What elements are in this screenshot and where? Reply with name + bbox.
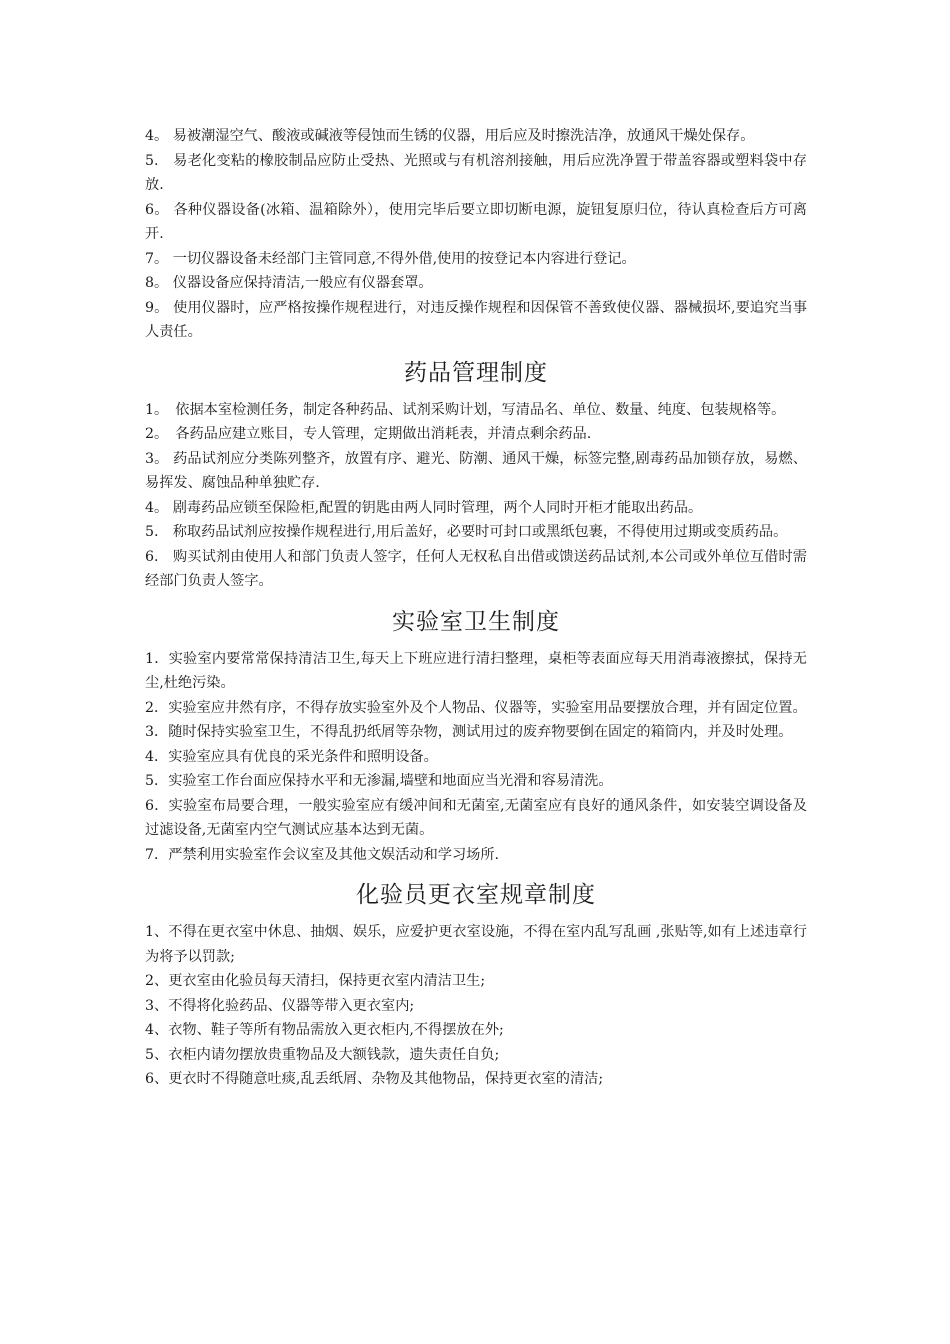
rule-item: 3．随时保持实验室卫生，不得乱扔纸屑等杂物，测试用过的废弃物要倒在固定的箱筒内，并及时处理。 (145, 724, 793, 740)
section-title: 药品管理制度 (404, 359, 548, 386)
rule-item: 1、不得在更衣室中休息、抽烟、娱乐，应爱护更衣室设施，不得在室内乱写乱画 ,张贴等,如有上述违章行为将予以罚款; (145, 924, 807, 965)
section-lab-hygiene (145, 605, 807, 868)
section-title: 实验室卫生制度 (392, 608, 560, 635)
rule-item: 5. 易老化变粘的橡胶制品应防止受热、光照或与有机溶剂接触，用后应洗净置于带盖容器或塑料袋中存放. (145, 152, 807, 193)
rule-item: 4。 剧毒药品应锁至保险柜,配置的钥匙由两人同时管理，两个人同时开柜才能取出药品。 (145, 499, 703, 516)
rule-item: 2、更衣室由化验员每天清扫，保持更衣室内清洁卫生; (145, 973, 486, 989)
rule-item: 1．实验室内要常常保持清洁卫生,每天上下班应进行清扫整理，桌柜等表面应每天用消毒液擦拭，保持无尘,杜绝污染。 (145, 650, 807, 691)
rule-item: 4．实验室应具有优良的采光条件和照明设备。 (145, 748, 438, 765)
rule-item: 3、不得将化验药品、仪器等带入更衣室内; (145, 997, 415, 1014)
section-instrument-rules (145, 124, 807, 345)
rule-item: 1。 依据本室检测任务，制定各种药品、试剂采购计划，写清品名、单位、数量、纯度、包装规格等。 (145, 401, 786, 418)
rule-item: 7。 一切仪器设备未经部门主管同意,不得外借,使用的按登记本内容进行登记。 (145, 250, 636, 267)
rule-item: 4、衣物、鞋子等所有物品需放入更衣柜内,不得摆放在外; (145, 1022, 504, 1038)
rule-item: 6．实验室布局要合理，一般实验室应有缓冲间和无菌室,无菌室应有良好的通风条件，如安装空调设备及过滤设备,无菌室内空气测试应基本达到无菌。 (145, 797, 807, 838)
rule-item: 6、更衣时不得随意吐痰,乱丢纸屑、杂物及其他物品，保持更衣室的清洁; (145, 1071, 604, 1087)
rule-item: 3。 药品试剂应分类陈列整齐，放置有序、避光、防潮、通风干燥，标签完整,剧毒药品加锁存放，易燃、易挥发、腐蚀品种单独贮存. (145, 450, 807, 491)
document-page (145, 124, 807, 1092)
rule-item: 2。 各药品应建立账目，专人管理，定期做出消耗表，并清点剩余药品. (145, 426, 592, 442)
rule-item: 9。 使用仪器时，应严格按操作规程进行，对违反操作规程和因保管不善致使仪器、器械损坏,要追究当事人责任。 (145, 299, 807, 340)
section-title: 化验员更衣室规章制度 (356, 882, 596, 908)
rule-item: 5、衣柜内请勿摆放贵重物品及大额钱款，遗失责任自负; (145, 1046, 500, 1063)
section-locker-room-rules (145, 878, 807, 1092)
rule-item: 6. 购买试剂由使用人和部门负责人签字，任何人无权私自出借或馈送药品试剂,本公司或外单位互借时需经部门负责人签字。 (145, 548, 807, 589)
rule-item: 6。 各种仪器设备(冰箱、温箱除外），使用完毕后要立即切断电源，旋钮复原归位，待认真检查后方可离开. (145, 201, 807, 242)
rule-item: 2．实验室应井然有序，不得存放实验室外及个人物品、仪器等，实验室用品要摆放合理，并有固定位置。 (145, 699, 807, 716)
rule-item: 7．严禁利用实验室作会议室及其他文娱活动和学习场所. (145, 846, 500, 863)
rule-item: 8。 仪器设备应保持清洁,一般应有仪器套罩。 (145, 275, 433, 291)
rule-item: 5. 称取药品试剂应按操作规程进行,用后盖好，必要时可封口或黑纸包裹，不得使用过期或变质药品。 (145, 524, 788, 540)
rule-item: 4。 易被潮湿空气、酸液或碱液等侵蚀而生锈的仪器，用后应及时擦洗洁净，放通风干燥处保存。 (145, 128, 755, 144)
rule-item: 5．实验室工作台面应保持水平和无渗漏,墙壁和地面应当光滑和容易清洗。 (145, 773, 613, 789)
section-drug-management (145, 356, 807, 594)
